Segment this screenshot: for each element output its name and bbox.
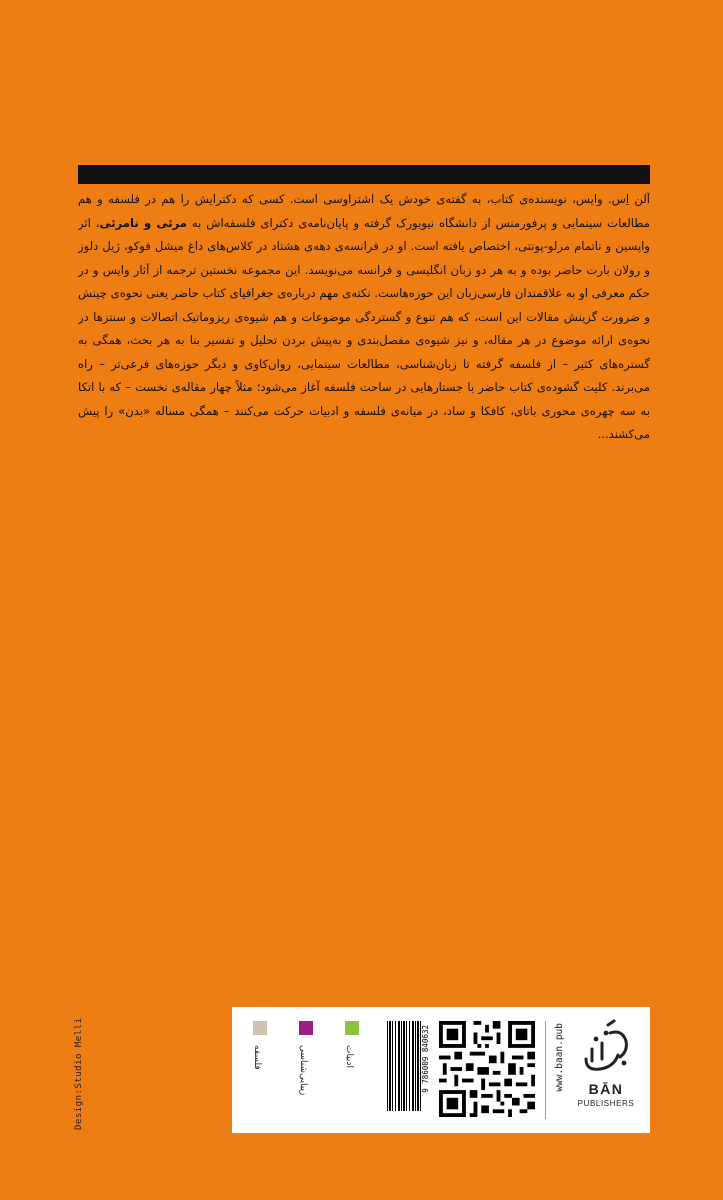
- blurb-text-2: ، اثر واپسین و ناتمام مرلو-پونتی، اختصاص یافته است. او در فرانسه‌ی دهه‌ی هشتاد در کلاس‌های داغ میشل فوکو، ژیل دلوز و رولان بارت حاضر بوده و به هر دو زبان انگلیسی و فرانسه می‌نویسد. این مجموعه نخستین ترجمه از آثار وایس و در حکم معرفی او به علاقمندان فارسی‌زبان این حوزه‌هاست. نکته‌ی مهم درباره‌ی جغرافیای کتاب حاضر یعنی نحوه‌ی چینش و ضرورت گزینش مقالات این است، که هم تنوع و گستردگی موضوعات و هم شیوه‌ی ریزوماتیک اتصالات و سنتزها در نحوه‌ی ارائه موضوع در هر مقاله، و نیز شیوه‌ی مفصل‌بندی و به‌پیش بردن تحلیل و تفسیر بنا به هر بحث، همگی به گستره‌های کثیر – از فلسفه گرفته تا زبان‌شناسی، مطالعات سینمایی، روان‌کاوی و دیگر حوزه‌های فرعی‌تر – راه می‌برند. کلیت گشوده‌ی کتاب حاضر با جستارهایی در ساحت فلسفه آغاز می‌شود؛ مثلاً چهار مقاله‌ی نخست – که با اتکا به سه چهره‌ی محوری باتای، کافکا و ساد، در میانه‌ی فلسفه و ادبیات حرکت می‌کنند – همگی مساله «بدن» را پیش می‌کشند...: [78, 215, 650, 441]
- category-aesthetics: [292, 1021, 320, 1096]
- category-swatch: [253, 1021, 267, 1035]
- publisher-name: BĀN: [588, 1081, 624, 1097]
- publisher-url: www.baan.pub: [554, 1023, 565, 1092]
- category-label: زیبایی‌شناسی: [298, 1045, 308, 1096]
- blurb-book-title: مرئی و نامرئی: [99, 215, 187, 230]
- category-label: ادبیات: [344, 1045, 354, 1068]
- qr-code-icon: [439, 1021, 535, 1117]
- category-swatch: [345, 1021, 359, 1035]
- design-credit: Design:Studio Melli: [74, 1017, 84, 1130]
- baan-logo-icon: [578, 1019, 634, 1075]
- category-swatch: [299, 1021, 313, 1035]
- category-literature: [338, 1021, 366, 1068]
- category-philosophy: [246, 1021, 274, 1070]
- back-cover-blurb: [78, 188, 650, 548]
- panel-divider: [545, 1021, 546, 1119]
- publisher-subtitle: PUBLISHERS: [577, 1099, 635, 1108]
- top-black-bar: [78, 165, 650, 184]
- barcode-icon: [387, 1021, 421, 1111]
- info-panel: [232, 1007, 650, 1133]
- barcode-number: 9 786009 840632: [421, 1025, 430, 1093]
- category-label: فلسفه: [252, 1045, 262, 1070]
- publisher-brand: [570, 1081, 642, 1108]
- blurb-text-1: آلن اِس. وایس، نویسنده‌ی کتاب، به گفته‌ی خودش یک اشتراوسی است. کسی که دکترایش را هم در فلسفه و هم مطالعات سینمایی و پرفورمنس از دانشگاه نیویورک گرفته و پایان‌نامه‌ی دکترای فلسفه‌اش به: [78, 192, 650, 230]
